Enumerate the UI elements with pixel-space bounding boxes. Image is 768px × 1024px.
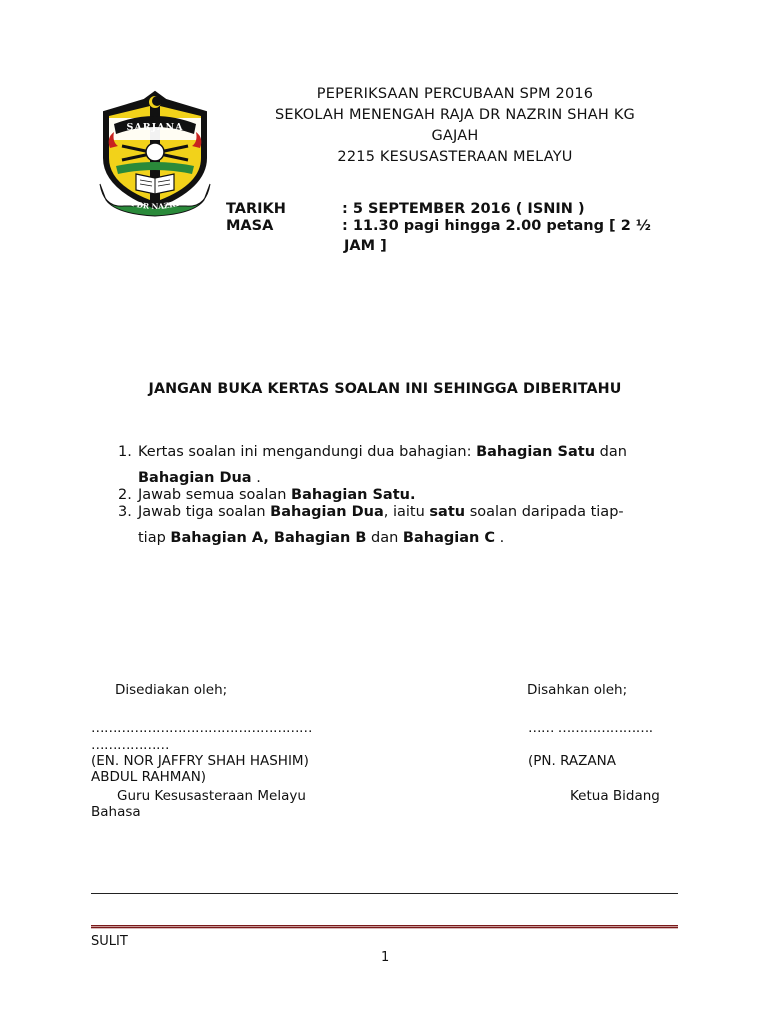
divider-line [91, 893, 678, 894]
masa-value-cont: JAM ] [344, 238, 387, 254]
approved-by-name-cont: ABDUL RAHMAN) [91, 769, 207, 785]
prepared-signature-line: …………………………………………… [91, 720, 312, 736]
svg-text:SM RAJA DR NAZRIN SHAH: RAJA DR NAZRIN SH [112, 191, 201, 212]
instructions-list: 1. Kertas soalan ini mengandungi dua bahagian: Bahagian Satu dan Bahagian Dua . 2. Jawab semua soalan Bahagian Satu. 3. Jawab tiga soalan Bahagian Dua, iaitu satu soalan daripada tiap- tiap Bahagian A, Bahagian B dan Bahagian C . [118, 444, 627, 546]
tarikh-value: : 5 SEPTEMBER 2016 ( ISNIN ) [342, 201, 585, 217]
approved-by-label: Disahkan oleh; [527, 682, 628, 698]
approved-by-role: Ketua Bidang [570, 788, 660, 804]
header-line-2: SEKOLAH MENENGAH RAJA DR NAZRIN SHAH KG [275, 107, 635, 123]
masa-value: : 11.30 pagi hingga 2.00 petang [ 2 ½ [342, 218, 651, 234]
header-line-4: 2215 KESUSASTERAAN MELAYU [337, 149, 573, 165]
header-line-3: GAJAH [431, 128, 479, 144]
approved-by-name: (PN. RAZANA [528, 753, 616, 769]
prepared-signature-line-cont: ……………… [91, 737, 169, 753]
prepared-by-name: (EN. NOR JAFFRY SHAH HASHIM) [91, 753, 309, 769]
header-line-1: PEPERIKSAAN PERCUBAAN SPM 2016 [316, 86, 594, 102]
approved-signature-line: …… …………………. [528, 720, 653, 736]
crest-icon [94, 88, 216, 222]
prepared-by-label: Disediakan oleh; [115, 682, 228, 698]
warning-text: JANGAN BUKA KERTAS SOALAN INI SEHINGGA DIBERITAHU [148, 381, 622, 397]
sulit-label: SULIT [91, 934, 128, 949]
masa-label: MASA [226, 218, 274, 234]
svg-text:SARJANA: SARJANA [126, 122, 184, 133]
prepared-by-role: Guru Kesusasteraan Melayu [117, 788, 306, 804]
approved-by-role-cont: Bahasa [91, 804, 141, 820]
tarikh-label: TARIKH [226, 201, 286, 217]
exam-header [232, 84, 678, 168]
school-crest-logo [94, 88, 216, 222]
page-number: 1 [381, 950, 390, 965]
footer-divider [91, 925, 678, 929]
